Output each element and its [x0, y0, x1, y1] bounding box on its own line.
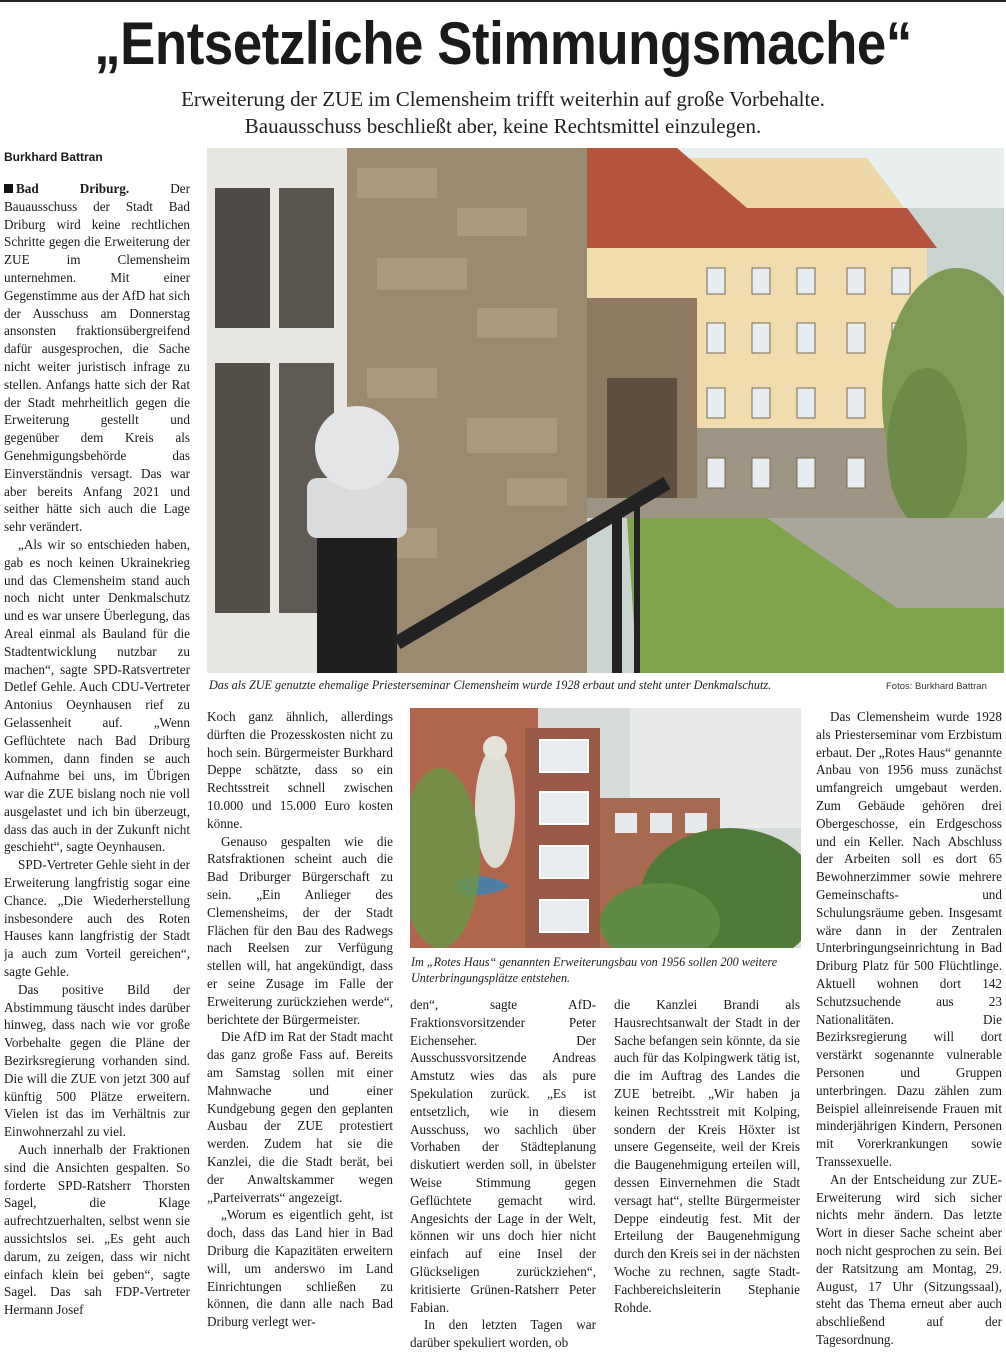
photo-rotes-haus-caption: Im „Rotes Haus“ genannten Erweiterungsbau von 1956 sollen 200 weitere Unterbringungsplätze entstehen.: [411, 955, 778, 985]
subhead-line-2: Bauausschuss beschließt aber, keine Rechtsmittel einzulegen.: [244, 114, 762, 138]
subhead: [0, 86, 1006, 140]
paragraph: Die AfD im Rat der Stadt macht das ganz große Fass auf. Bereits am Samstag sollen mit einer Mahnwache und einer Kundgebung gegen den geplanten Ausbau der ZUE protestiert werden. Zudem hat sie die Kanzlei, die die Stadt berät, bei der Anwaltskammer wegen „Parteiverrats“ angezeigt.: [207, 1029, 393, 1205]
photo-clemensheim-caption: Das als ZUE genutzte ehemalige Priesterseminar Clemensheim wurde 1928 erbaut und steht unter Denkmalschutz.: [209, 678, 772, 692]
column-5: [816, 708, 1002, 1358]
photo-clemensheim-image: [207, 148, 1004, 673]
top-rule: [0, 0, 1006, 2]
paragraph: Genauso gespalten wie die Ratsfraktionen scheint auch die Bad Driburger Bürgerschaft zu sein. „Ein Anlieger des Clemensheims, der der Stadt Flächen für den Bau des Radwegs nach Reelsen zur Verfügung stellen will, hat angekündigt, dass er seine Zusage im Falle der Erweiterung zurückziehen werde“, berichtete der Bürgermeister.: [207, 833, 393, 1027]
photo-rotes-haus-image: [410, 708, 801, 948]
column-4: [614, 996, 800, 1358]
author-byline: Burkhard Battran: [4, 150, 103, 164]
paragraph: In den letzten Tagen war darüber spekuliert worden, ob: [410, 1317, 596, 1351]
photo-rotes-haus: [410, 708, 801, 948]
paragraph: Koch ganz ähnlich, allerdings dürften die Prozesskosten nicht zu hoch sein. Bürgermeister Burkhard Deppe schätzte, dass so ein Rechtsstreit schnell zwischen 10.000 und 15.000 Euro kosten könne.: [207, 709, 393, 831]
paragraph: „Worum es eigentlich geht, ist doch, dass das Land hier in Bad Driburg die Kapazitäten erweitern will, um anderswo im Land Einrichtungen schließen zu können, die dann alle nach Bad Driburg verlegt wer-: [207, 1207, 393, 1330]
paragraph: [4, 180, 190, 536]
paragraph: SPD-Vertreter Gehle sieht in der Erweiterung langfristig sogar eine Chance. „Die Wiederherstellung insbesondere auch des Roten Hauses kann langfristig der Stadt ja auch zum Vorteil gereichen“, sagte Gehle.: [4, 857, 190, 980]
paragraph: Das positive Bild der Abstimmung täuscht indes darüber hinweg, dass nach wie vor große Vorbehalte gegen die Pläne der Bezirksregierung vorhanden sind. Die will die ZUE von jetzt 300 auf künftig 500 Plätze erweitern. Vielen ist das im Verhältnis zur Einwohnerzahl zu viel.: [4, 981, 190, 1140]
dateline-marker: [4, 184, 13, 193]
subhead-line-1: Erweiterung der ZUE im Clemensheim trifft weiterhin auf große Vorbehalte.: [181, 87, 825, 111]
photo-clemensheim: [207, 148, 1004, 673]
dateline: Bad Driburg.: [16, 181, 130, 196]
column-2: [207, 708, 393, 1358]
paragraph: Auch innerhalb der Fraktionen sind die Ansichten gespalten. So forderte SPD-Ratsherr Thorsten Sagel, die Klage aufrechtzuerhalten, selbst wenn sie aussichtslos sei. „Es geht auch darum, zu zeigen, dass wir nicht einfach klein bei geben“, sagte Sagel. Das sah FDP-Vertreter Hermann Josef: [4, 1142, 190, 1318]
paragraph: „Als wir so entschieden haben, gab es noch keinen Ukrainekrieg und das Clemensheim stand auch noch nicht unter Denkmalschutz und es war unsere Überlegung, das Areal einmal als Bauland für die Stadtentwicklung nutzbar zu machen“, sagte SPD-Ratsvertreter Detlef Gehle. Auch CDU-Vertreter Antonius Oeynhausen rief zu Gelassenheit auf. „Wenn Geflüchtete nach Bad Driburg kommen, dann finden se auch Aufnahme bei uns, im Übrigen war die ZUE bislang noch nie voll ausgelastet und ich bin überzeugt, dass das auch in der Zukunft nicht geschieht“, sagte Oeynhausen.: [4, 536, 190, 855]
photo-credit: Fotos: Burkhard Battran: [886, 681, 987, 692]
paragraph: den“, sagte AfD-Fraktionsvorsitzender Peter Eichenseher. Der Ausschussvorsitzende Andreas Amstutz wies das als pure Spekulation zurück. „Es ist entsetzlich, wie in diesem Ausschuss, wo sachlich über Vorhaben der Städteplanung diskutiert werden soll, in übelster Weise Stimmung gegen Geflüchtete gemacht wird. Angesichts der Lage in der Welt, können wir uns doch hier nicht einfach auf eine Insel der Glückseligen zurückziehen“, kritisierte Grünen-Ratsherr Peter Fabian.: [410, 997, 596, 1315]
headline: „Entsetzliche Stimmungsmache“: [94, 10, 912, 77]
column-1: [4, 180, 190, 1358]
paragraph-text: Der Bauausschuss der Stadt Bad Driburg wird keine rechtlichen Schritte gegen die Erweiterung der ZUE im Clemensheim unternehmen. Mit einer Gegenstimme aus der AfD hat sich der Ausschuss am Donnerstag ansonsten fraktionsübergreifend dafür ausgesprochen, die Sache nicht weiter juristisch infrage zu stellen. Anfangs hatte sich der Rat der Stadt mehrheitlich gegen die Erweiterung gestellt und gegenüber dem Kreis als Genehmigungsbehörde das Einverständnis versagt. Das war aber bereits Anfang 2021 und seither hätte sich auch die Lage sehr verändert.: [4, 181, 190, 535]
column-3: [410, 996, 596, 1358]
paragraph: Das Clemensheim wurde 1928 als Priesterseminar vom Erzbistum erbaut. Der „Rotes Haus“ genannte Anbau von 1956 muss zunächst umfangreich umgebaut werden. Zum Gebäude gehören drei Obergeschosse, ein Erdgeschoss und ein Keller. Nach Abschluss der Arbeiten soll es dort 65 Bewohnerzimmer sowie mehrere Gemeinschafts- und Schulungsräume geben. Insgesamt wäre dann in der Zentralen Unterbringungseinrichtung in Bad Driburg Platz für 500 Flüchtlinge. Aktuell wohnen dort 142 Schutzsuchende aus 23 Nationalitäten. Die Bezirksregierung will dort verstärkt sogenannte vulnerable Personen und Gruppen unterbringen. Dazu zählen zum Beispiel alleinreisende Frauen mit minderjährigen Kindern, Personen mit Vorerkrankungen sowie Transsexuelle.: [816, 709, 1002, 1169]
paragraph: An der Entscheidung zur ZUE-Erweiterung wird sich sicher nichts mehr ändern. Das letzte Wort in dieser Sache scheint aber noch nicht gesprochen zu sein. Bei der Ratsitzung am Montag, 29. August, 17 Uhr (Sitzungssaal), steht das Thema erneut aber auch abschließend auf der Tagesordnung.: [816, 1171, 1002, 1347]
paragraph: die Kanzlei Brandi als Hausrechtsanwalt der Stadt in der Sache befangen sein könnte, da sie auch für das Kolpingwerk tätig ist, die im Auftrag des Landes die ZUE betreibt. „Wir haben ja keinen Rechtsstreit mit Kolping, sondern der Kreis Höxter ist unsere Gegenseite, weil der Kreis die Baugenehmigung erteilen will, dessen Einvernehmen die Stadt versagt hat“, stellte Bürgermeister Deppe eindeutig fest. Mit der Erteilung der Baugenehmigung durch den Kreis sei in der nächsten Woche zu rechnen, sagte Stadt-Fachbereichsleiterin Stephanie Rohde.: [614, 997, 800, 1315]
